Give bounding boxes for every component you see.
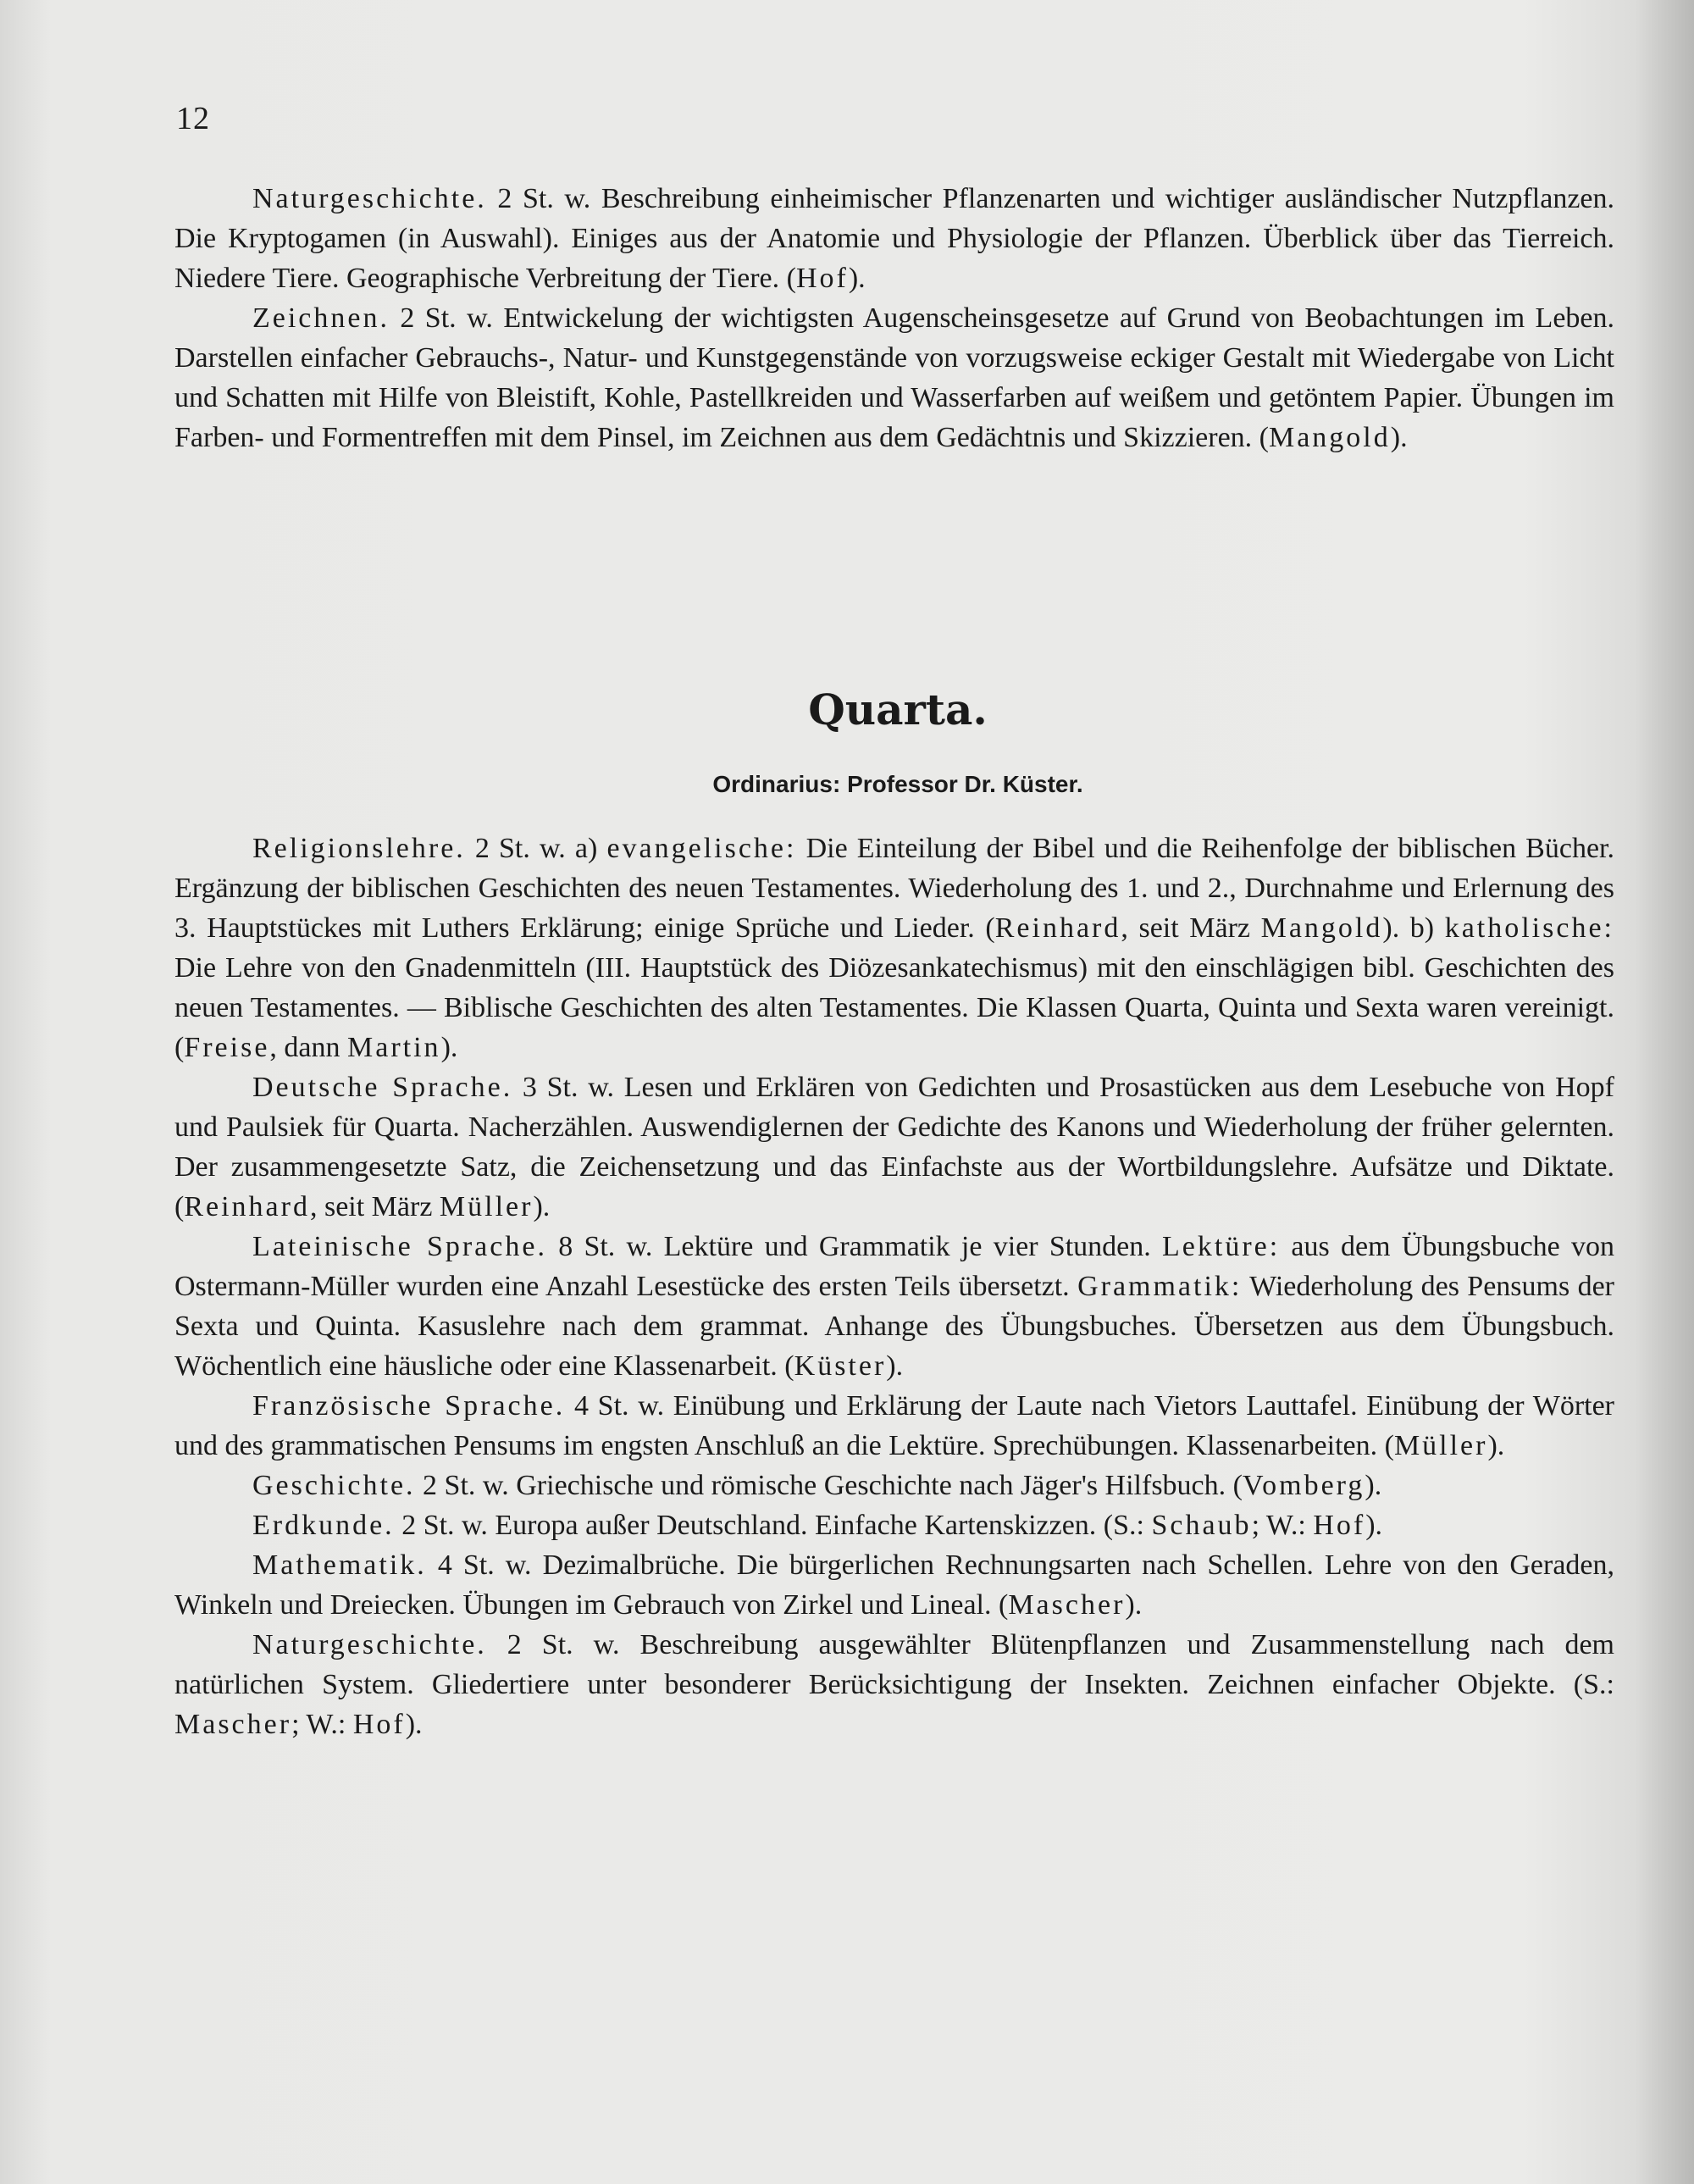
teacher-name: Freise (184, 1032, 270, 1063)
paragraph-text: aus dem Übungsbuche von Ostermann-Müller wurden eine Anzahl Lesestücke des ersten Teils übersetzt. (174, 1231, 1614, 1302)
subject-title: Religionslehre. (252, 833, 466, 864)
teacher-name: Müller (439, 1191, 534, 1222)
paragraph-text: 3 St. w. Lesen und Erklären von Gedichten und Prosastücken aus dem Lesebuche von Hopf und Paulsiek für Quarta. Nacherzählen. Auswendiglernen der Gedichte des Kanons und Wiederholung der früher gelernten. Der zusammengesetzte Satz, die Zeichensetzung und das Einfachste aus der Wortbildungslehre. Aufsätze und Diktate. ( (174, 1072, 1614, 1222)
spaced-term: evangelische: (606, 833, 797, 864)
paragraph-naturgeschichte-top (174, 179, 1614, 298)
paragraph-religionslehre (174, 829, 1614, 1067)
bottom-section (174, 829, 1614, 1744)
teacher-name: Mascher (1008, 1589, 1126, 1621)
teacher-name: Mascher (174, 1709, 292, 1740)
teacher-name: Hof (352, 1709, 406, 1740)
subject-title: Französische Sprache. (252, 1390, 566, 1422)
paragraph-text: 2 St. w. Europa außer Deutschland. Einfache Kartenskizzen. (S.: (394, 1510, 1152, 1541)
paragraph-erdkunde (174, 1505, 1614, 1545)
paragraph-text: 4 St. w. Einübung und Erklärung der Laute nach Vietors Lauttafel. Einübung der Wörter und des grammatischen Pensums im engsten Anschluß an die Lektüre. Sprechübungen. Klassenarbeiten. ( (174, 1390, 1615, 1461)
paragraph-naturgeschichte-bottom (174, 1625, 1614, 1744)
paragraph-tail: ). (405, 1709, 423, 1740)
paragraph-text: , seit März (309, 1191, 440, 1222)
paragraph-text: , dann (269, 1032, 348, 1063)
paragraph-tail: ). (1365, 1470, 1382, 1501)
teacher-name: Reinhard (994, 912, 1121, 944)
paragraph-text: 2 St. w. Beschreibung ausgewählter Blütenpflanzen und Zusammenstellung nach dem natürlichen System. Gliedertiere unter besonderer Berücksichtigung der Insekten. Zeichnen einfacher Objekte. (S.: (174, 1629, 1614, 1700)
subject-title: Deutsche Sprache. (252, 1072, 513, 1103)
section-subheading: Ordinarius: Professor Dr. Küster. (712, 771, 1083, 797)
paragraph-text: 2 St. w. a) (465, 833, 607, 864)
paragraph-text: 2 St. w. Entwickelung der wichtigsten Augenscheinsgesetze auf Grund von Beobachtungen im Leben. Darstellen einfacher Gebrauchs-, Natur- und Kunstgegenstände von vorzugsweise eckiger Gestalt mit Wiedergabe von Licht und Schatten mit Hilfe von Bleistift, Kohle, Pastellkreiden und Wasserfarben auf weißem und getöntem Papier. Übungen im Farben- und Formentreffen mit dem Pinsel, im Zeichnen aus dem Gedächtnis und Skizzieren. ( (174, 302, 1614, 453)
paragraph-text: Wiederholung des Pensums der Sexta und Quinta. Kasuslehre nach dem grammat. Anhange des Übungsbuches. Übersetzen aus dem Übungsbuch. Wöchentlich eine häusliche oder eine Klassenarbeit. ( (174, 1271, 1615, 1382)
teacher-name: Martin (347, 1032, 441, 1063)
teacher-name: Vomberg (1242, 1470, 1365, 1501)
subject-title: Lateinische Sprache. (252, 1231, 547, 1262)
teacher-name: Reinhard (184, 1191, 310, 1222)
paragraph-tail: ). (1390, 422, 1408, 453)
paragraph-tail: ). (440, 1032, 458, 1063)
teacher-name: Hof (1313, 1510, 1366, 1541)
paragraph-text: 8 St. w. Lektüre und Grammatik je vier Stunden. (546, 1231, 1163, 1262)
subject-title: Erdkunde. (252, 1510, 395, 1541)
paragraph-text: Die Lehre von den Gnadenmitteln (III. Hauptstück des Diözesankatechismus) mit den einschlägigen bibl. Geschichten des neuen Testamentes. — Biblische Geschichten des alten Testamentes. Die Klassen Quarta, Quinta und Sexta waren vereinigt. ( (174, 952, 1614, 1063)
paragraph-lateinische-sprache (174, 1227, 1614, 1386)
paragraph-text: 2 St. w. Beschreibung einheimischer Pflanzenarten und wichtiger ausländischer Nutzpflanzen. Die Kryptogamen (in Auswahl). Einiges aus der Anatomie und Physiologie der Pflanzen. Überblick über das Tierreich. Niedere Tiere. Geographische Verbreitung der Tiere. ( (174, 183, 1614, 294)
teacher-name: Mangold (1268, 422, 1391, 453)
section-heading: Quarta. (808, 685, 988, 734)
paragraph-tail: ). (848, 263, 866, 294)
paragraph-text: ; W.: (291, 1709, 353, 1740)
paragraph-text: ; W.: (1251, 1510, 1314, 1541)
spaced-term: Lektüre: (1162, 1231, 1281, 1262)
paragraph-zeichnen (174, 298, 1614, 457)
paragraph-mathematik (174, 1545, 1614, 1625)
paragraph-tail: ). (1487, 1430, 1505, 1461)
paragraph-text: , seit März (1121, 912, 1261, 944)
paragraph-tail: ). (533, 1191, 551, 1222)
subject-title: Naturgeschichte. (252, 183, 487, 214)
paragraph-franzoesische-sprache (174, 1386, 1614, 1466)
paragraph-deutsche-sprache (174, 1067, 1614, 1227)
teacher-name: Küster (794, 1350, 887, 1382)
paragraph-text: 2 St. w. Griechische und römische Geschichte nach Jäger's Hilfsbuch. ( (415, 1470, 1243, 1501)
teacher-name: Mangold (1260, 912, 1383, 944)
top-section (174, 179, 1614, 457)
paragraph-text: ). b) (1382, 912, 1445, 944)
paragraph-tail: ). (886, 1350, 904, 1382)
spaced-term: Grammatik: (1077, 1271, 1243, 1302)
paragraph-text: Die Einteilung der Bibel und die Reihenfolge der biblischen Bücher. Ergänzung der biblischen Geschichten des neuen Testamentes. Wiederholung des 1. und 2., Durchnahme und Erlernung des 3. Hauptstückes mit Luthers Erklärung; einige Sprüche und Lieder. ( (174, 833, 1614, 944)
page-number: 12 (176, 101, 210, 136)
subject-title: Naturgeschichte. (252, 1629, 487, 1660)
spaced-term: katholische: (1444, 912, 1614, 944)
subject-title: Zeichnen. (252, 302, 390, 334)
paragraph-tail: ). (1365, 1510, 1383, 1541)
subject-title: Mathematik. (252, 1549, 427, 1581)
paragraph-tail: ). (1125, 1589, 1143, 1621)
teacher-name: Hof (795, 263, 849, 294)
teacher-name: Müller (1393, 1430, 1488, 1461)
paragraph-text: 4 St. w. Dezimalbrüche. Die bürgerlichen Rechnungsarten nach Schellen. Lehre von den Geraden, Winkeln und Dreiecken. Übungen im Gebrauch von Zirkel und Lineal. ( (174, 1549, 1614, 1621)
teacher-name: Schaub (1151, 1510, 1252, 1541)
subject-title: Geschichte. (252, 1470, 416, 1501)
paragraph-geschichte (174, 1466, 1614, 1505)
